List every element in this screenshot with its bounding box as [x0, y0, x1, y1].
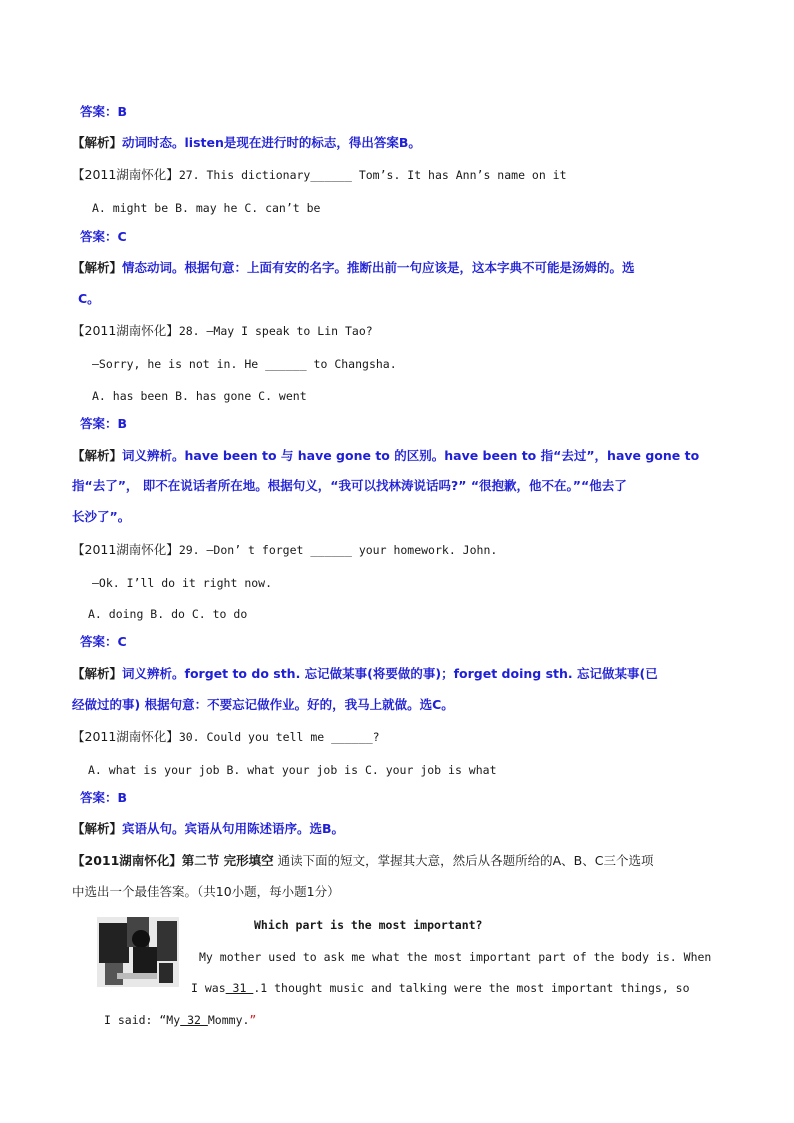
q27-analysis-line2: C。	[78, 291, 100, 306]
q29-answer: 答案：C	[80, 634, 127, 649]
section2-instruction-line2: 中选出一个最佳答案。（共10小题，每小题1分）	[72, 884, 340, 899]
q27-analysis-line1	[72, 259, 635, 277]
q29-options: A. doing B. do C. to do	[88, 607, 248, 621]
photo-illustration	[97, 917, 179, 987]
q28-line2: —Sorry, he is not in. He ______ to Changsha.	[92, 357, 397, 371]
passage-text: I was	[191, 981, 226, 995]
source-tag: 【2011湖南怀化】	[72, 729, 179, 744]
analysis-text: 宾语从句。宾语从句用陈述语序。选B。	[122, 821, 345, 836]
analysis-tag: 【解析】	[72, 260, 123, 275]
passage-text: .1 thought music and talking were the most important things, so	[253, 981, 690, 995]
source-tag: 【2011湖南怀化】	[72, 167, 179, 182]
question-text: 28. —May I speak to Lin Tao?	[178, 324, 373, 338]
question-text: 27. This dictionary______ Tom’s. It has Ann’s name on it	[178, 168, 567, 182]
analysis-tag: 【解析】	[72, 821, 123, 836]
blank-31: 31	[225, 981, 254, 995]
passage-line1: My mother used to ask me what the most important part of the body is. When	[199, 950, 712, 964]
source-tag: 【2011湖南怀化】	[72, 853, 182, 868]
passage-text: Mommy.	[207, 1013, 250, 1027]
question-text: 29. —Don’ t forget ______ your homework. John.	[178, 543, 498, 557]
q29-question	[72, 541, 497, 559]
passage-photo	[97, 917, 179, 987]
q30-answer: 答案：B	[80, 790, 128, 805]
source-tag: 【2011湖南怀化】	[72, 323, 179, 338]
q28-answer: 答案：B	[80, 416, 128, 431]
q28-question	[72, 322, 373, 340]
q28-analysis-line3: 长沙了”。	[72, 509, 131, 524]
q29-analysis-line1	[72, 665, 658, 683]
analysis-text: 情态动词。根据句意：上面有安的名字。推断出前一句应该是，这本字典不可能是汤姆的。选	[122, 260, 635, 275]
q28-options: A. has been B. has gone C. went	[92, 389, 307, 403]
q26-answer: 答案：B	[80, 104, 128, 119]
section-title: 第二节 完形填空	[181, 853, 274, 868]
analysis-text: 词义辨析。have been to 与 have gone to 的区别。have been to 指“去过”，have gone to	[122, 448, 700, 463]
q27-answer: 答案：C	[80, 229, 127, 244]
q27-question	[72, 166, 567, 184]
section2-heading	[72, 852, 654, 870]
q28-analysis-line1	[72, 447, 699, 465]
passage-line3	[104, 1011, 256, 1029]
closing-quote: ”	[249, 1013, 257, 1027]
passage-line2	[191, 979, 690, 997]
q28-analysis-line2: 指“去了”， 即不在说话者所在地。根据句义，“我可以找林涛说话吗?” “很抱歉，他不在。”“他去了	[72, 478, 627, 493]
q30-analysis	[72, 820, 344, 838]
source-tag: 【2011湖南怀化】	[72, 542, 179, 557]
analysis-tag: 【解析】	[72, 448, 123, 463]
q29-line2: —Ok. I’ll do it right now.	[92, 576, 273, 590]
question-text: 30. Could you tell me ______?	[178, 730, 380, 744]
analysis-text: 词义辨析。forget to do sth. 忘记做某事(将要做的事)；forget doing sth. 忘记做某事(已	[122, 666, 658, 681]
passage-text: I said: “My	[104, 1013, 181, 1027]
q27-options: A. might be B. may he C. can’t be	[92, 201, 321, 215]
analysis-text: 动词时态。listen是现在进行时的标志，得出答案B。	[122, 135, 421, 150]
section-instruction: 通读下面的短文，掌握其大意，然后从各题所给的A、B、C三个选项	[273, 853, 654, 868]
passage-title: Which part is the most important?	[254, 918, 483, 932]
q30-options: A. what is your job B. what your job is C. your job is what	[88, 763, 497, 777]
q26-analysis	[72, 134, 421, 152]
q30-question	[72, 728, 380, 746]
q29-analysis-line2: 经做过的事) 根据句意：不要忘记做作业。好的，我马上就做。选C。	[72, 697, 454, 712]
blank-32: 32	[180, 1013, 208, 1027]
analysis-tag: 【解析】	[72, 666, 123, 681]
analysis-tag: 【解析】	[72, 135, 123, 150]
